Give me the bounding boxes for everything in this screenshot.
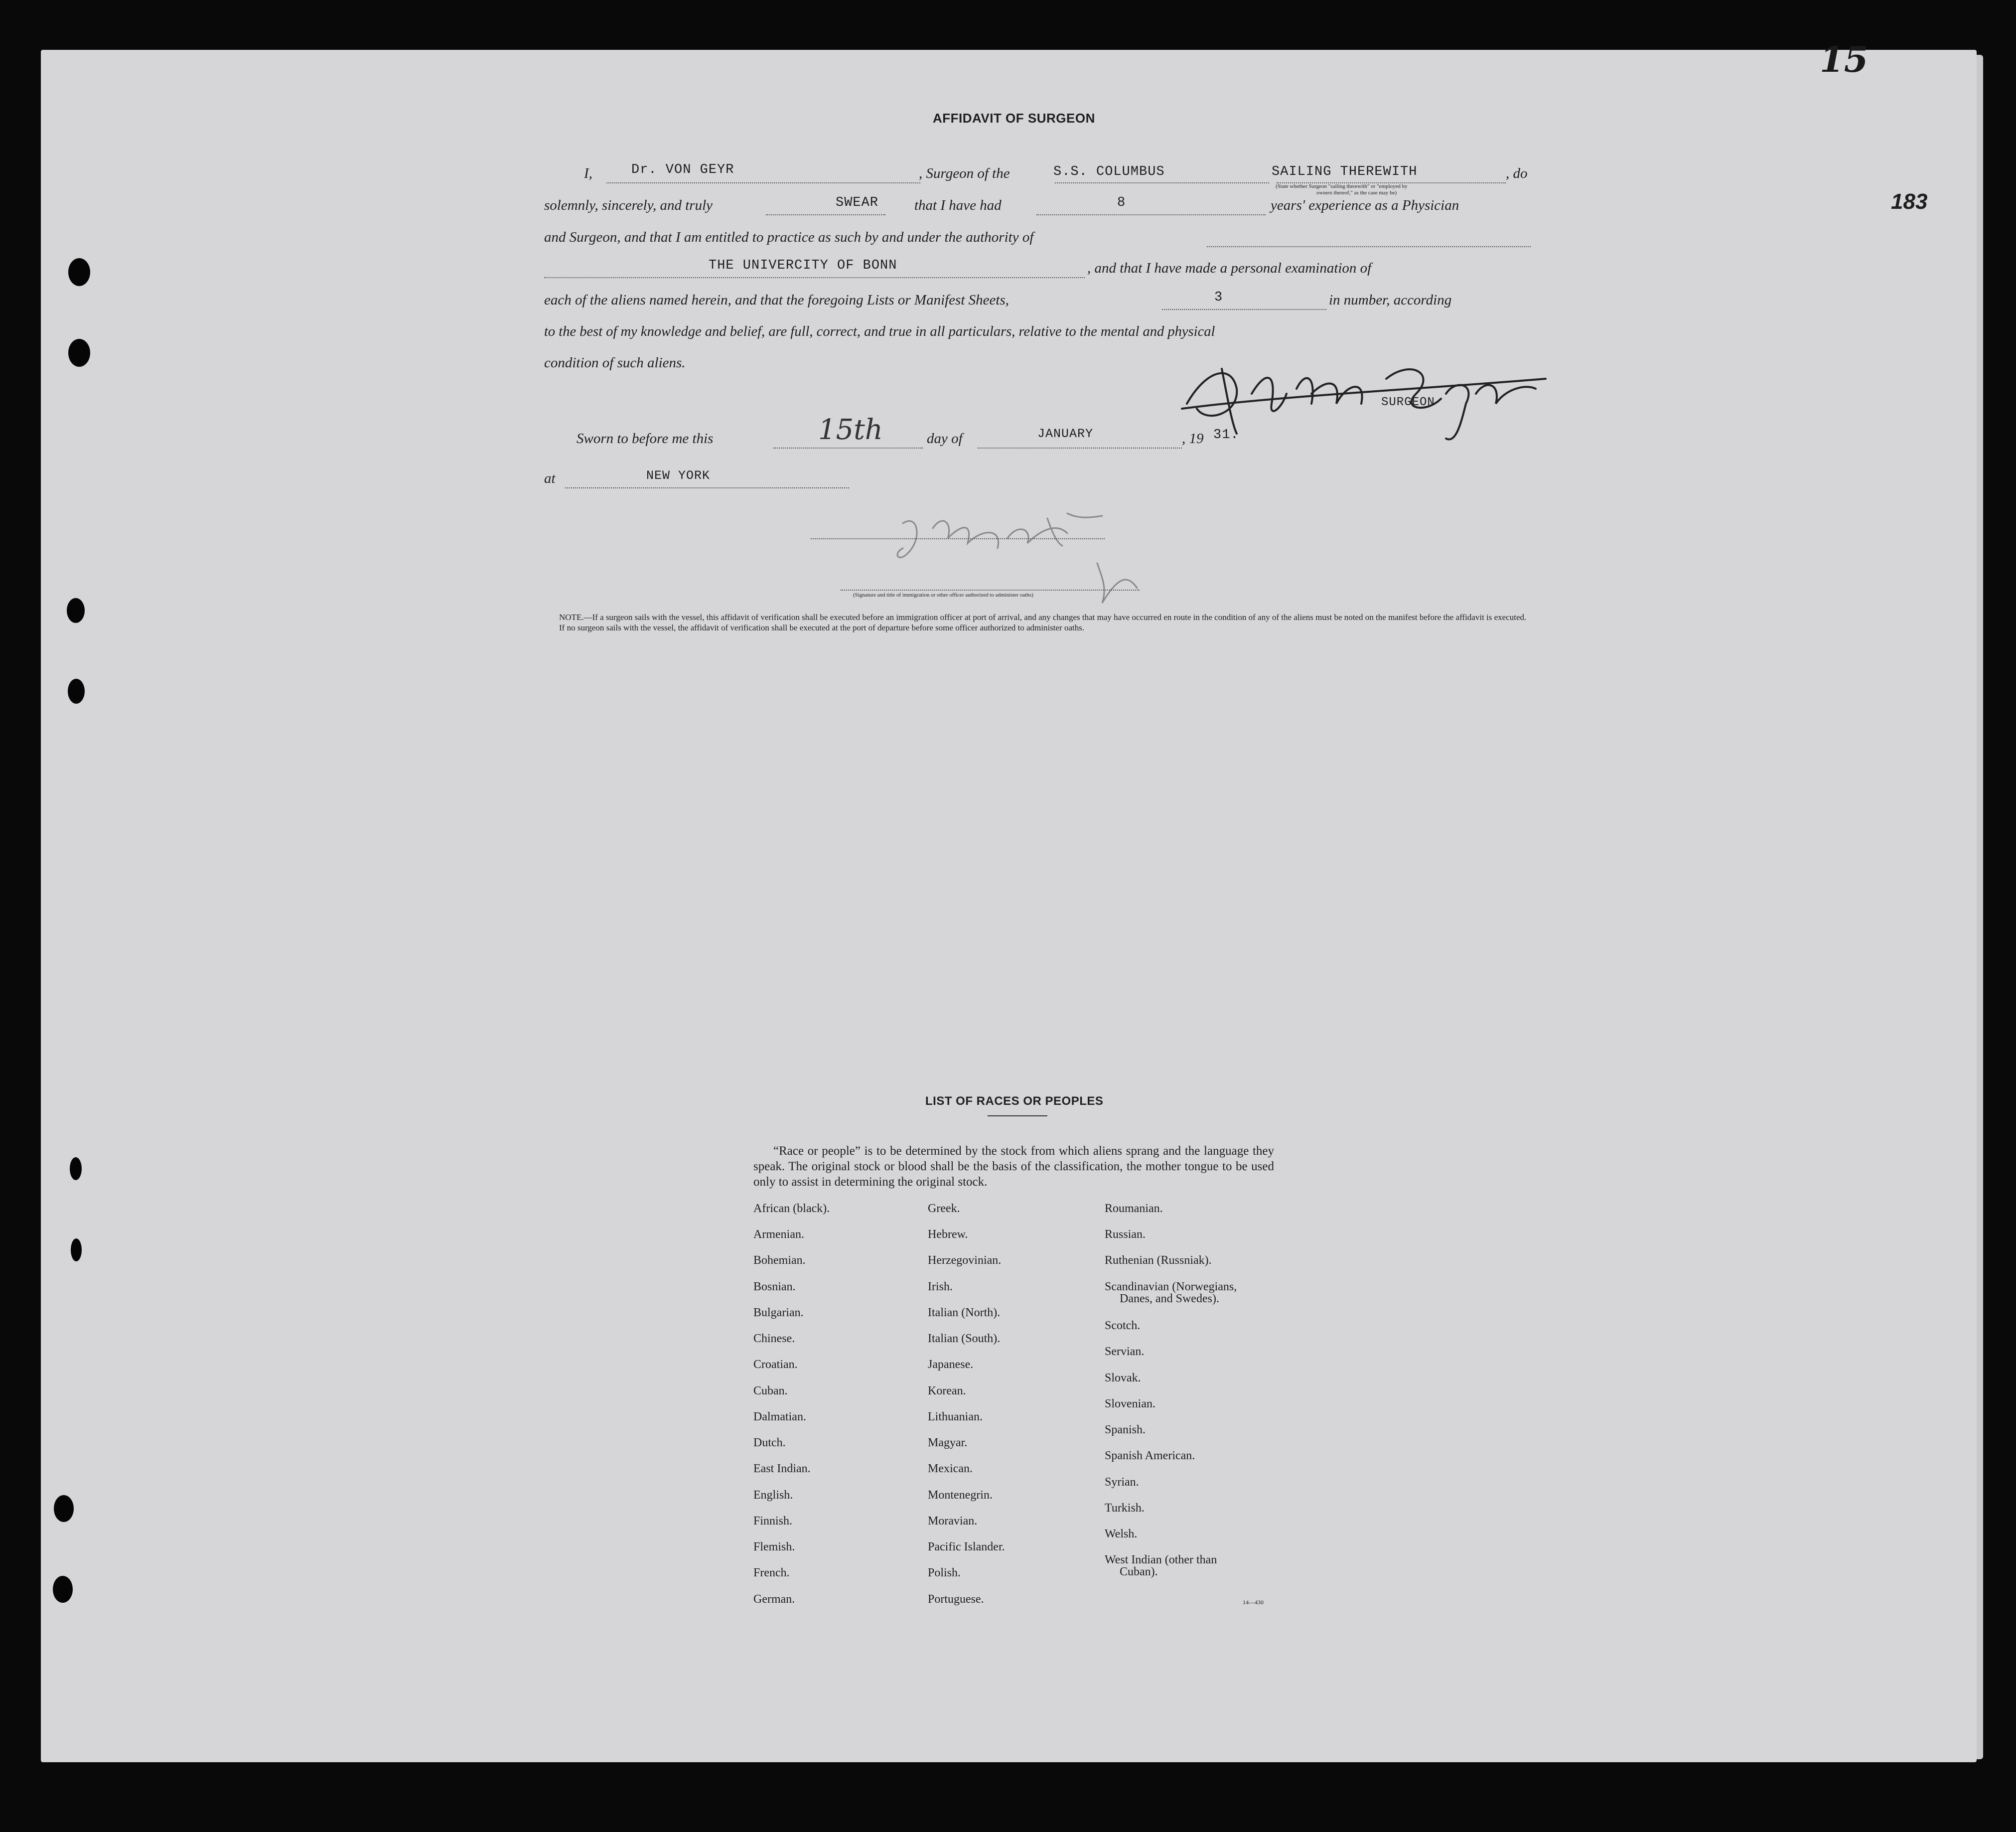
oath-word: SWEAR — [836, 195, 879, 210]
punch-hole — [53, 1576, 73, 1603]
blank-line — [1055, 182, 1269, 183]
race-item: Welsh. — [1105, 1527, 1138, 1540]
race-item: Montenegrin. — [928, 1489, 993, 1502]
blank-line — [773, 448, 923, 449]
race-item: Hebrew. — [928, 1228, 968, 1241]
text-and-that: , and that I have made a personal examination of — [1087, 260, 1372, 276]
note-2: If no surgeon sails with the vessel, the affidavit of verification shall be executed at the port of departure before some officer authorized to administer oaths. — [559, 623, 1085, 632]
race-item: Armenian. — [753, 1228, 804, 1241]
sworn-day: 15th — [818, 414, 883, 446]
text-years-exp: years' experience as a Physician — [1271, 197, 1459, 213]
text-condition: condition of such aliens. — [544, 355, 686, 371]
text-at: at — [544, 470, 556, 486]
race-item: Japanese. — [928, 1358, 974, 1371]
races-column-2 — [928, 1202, 1092, 1676]
race-item: East Indian. — [753, 1462, 811, 1475]
race-item: Russian. — [1105, 1228, 1146, 1241]
sworn-place: NEW YORK — [646, 468, 711, 483]
blank-line — [606, 182, 920, 183]
race-item: Ruthenian (Russniak). — [1105, 1254, 1212, 1267]
race-item: Slovak. — [1105, 1372, 1141, 1384]
race-item: Lithuanian. — [928, 1410, 983, 1423]
races-title: LIST OF RACES OR PEOPLES — [925, 1094, 1104, 1108]
blank-line — [978, 448, 1182, 449]
blank-line — [1162, 309, 1326, 310]
text-day-of: day of — [927, 431, 963, 447]
punch-hole — [67, 598, 85, 623]
signature-line — [811, 538, 1105, 539]
races-intro: “Race or people” is to be determined by the stock from which aliens sprang and the language they speak. The original stock or blood shall be the basis of the classification, the mother tongue to be used only to assist in determining the original stock. — [753, 1144, 1274, 1189]
text-year-prefix: , 19 — [1182, 431, 1204, 447]
text-surgeon-of: , Surgeon of the — [919, 165, 1010, 181]
race-item: Mexican. — [928, 1462, 973, 1475]
race-item: African (black). — [753, 1202, 830, 1215]
years-experience: 8 — [1117, 195, 1126, 210]
status-note: owners thereof," as the case may be) — [1316, 190, 1397, 196]
form-number: 14—430 — [1243, 1599, 1264, 1606]
authority: THE UNIVERCITY OF BONN — [709, 258, 897, 273]
page-number: 183 — [1891, 189, 1928, 214]
blank-line — [766, 214, 885, 215]
title-rule — [988, 1115, 1047, 1116]
sworn-month: JANUARY — [1037, 427, 1094, 441]
signature-label: SURGEON — [1381, 396, 1435, 409]
race-item: Korean. — [928, 1384, 966, 1397]
race-item: Dutch. — [753, 1436, 786, 1449]
sheet-count: 3 — [1214, 290, 1223, 305]
text-that-had: that I have had — [914, 197, 1002, 213]
ship-name: S.S. COLUMBUS — [1053, 164, 1165, 179]
race-item: Magyar. — [928, 1436, 968, 1449]
race-item: Bohemian. — [753, 1254, 806, 1267]
affidavit-title: AFFIDAVIT OF SURGEON — [933, 111, 1095, 126]
race-item: Italian (North). — [928, 1306, 1001, 1319]
race-item: West Indian (other than — [1105, 1553, 1217, 1566]
race-item: Spanish American. — [1105, 1449, 1195, 1462]
race-item: Polish. — [928, 1566, 961, 1579]
race-item: Dalmatian. — [753, 1410, 806, 1423]
text-in-number: in number, according — [1329, 292, 1452, 308]
text-and-surgeon: and Surgeon, and that I am entitled to practice as such by and under the authority of — [544, 229, 1034, 245]
race-item: Roumanian. — [1105, 1202, 1163, 1215]
race-item: Danes, and Swedes). — [1120, 1292, 1219, 1305]
race-item: Moravian. — [928, 1515, 978, 1527]
race-item: Portuguese. — [928, 1593, 984, 1606]
race-item: Slovenian. — [1105, 1397, 1155, 1410]
text-sworn: Sworn to before me this — [576, 431, 714, 447]
race-item: Irish. — [928, 1280, 953, 1293]
race-item: Italian (South). — [928, 1332, 1001, 1345]
punch-hole — [54, 1495, 74, 1522]
text-best: to the best of my knowledge and belief, are full, correct, and true in all particulars, relative to the mental and physical — [544, 324, 1215, 339]
signature-line — [841, 590, 1140, 591]
race-item: Bulgarian. — [753, 1306, 804, 1319]
race-item: French. — [753, 1566, 790, 1579]
note-1: NOTE.—If a surgeon sails with the vessel, this affidavit of verification shall be executed before an immigration officer at port of arrival, and any changes that may have occurred en route in the condition of any of the aliens must be noted on the manifest before the affidavit is executed. — [559, 612, 1527, 622]
race-item: Syrian. — [1105, 1476, 1139, 1489]
races-column-3 — [1105, 1202, 1294, 1676]
text-solemnly: solemnly, sincerely, and truly — [544, 197, 713, 213]
race-item: Bosnian. — [753, 1280, 796, 1293]
race-item: Pacific Islander. — [928, 1540, 1005, 1553]
text-i: I, — [584, 165, 592, 181]
race-item: Flemish. — [753, 1540, 795, 1553]
surgeon-status: SAILING THEREWITH — [1272, 164, 1418, 179]
corner-mark: 15 — [1820, 39, 1869, 80]
blank-line — [1036, 214, 1266, 215]
document-page — [41, 39, 1977, 1762]
sworn-year: 31. — [1213, 428, 1239, 443]
punch-hole — [68, 339, 90, 367]
race-item: Greek. — [928, 1202, 960, 1215]
punch-hole — [71, 1238, 82, 1261]
race-item: Scandinavian (Norwegians, — [1105, 1280, 1237, 1293]
races-column-1 — [753, 1202, 918, 1676]
race-item: Croatian. — [753, 1358, 798, 1371]
officer-signature — [888, 503, 1167, 623]
punch-hole — [68, 258, 90, 286]
race-item: German. — [753, 1593, 795, 1606]
blank-line — [544, 277, 1085, 278]
race-item: Chinese. — [753, 1332, 795, 1345]
punch-hole — [68, 679, 85, 704]
surgeon-name: Dr. VON GEYR — [631, 162, 734, 177]
race-item: Cuban). — [1120, 1565, 1158, 1578]
blank-line — [1207, 246, 1531, 247]
status-note: (State whether Surgeon "sailing therewith" or "employed by — [1276, 183, 1408, 189]
race-item: Cuban. — [753, 1384, 788, 1397]
race-item: Finnish. — [753, 1515, 793, 1527]
text-do: , do — [1506, 165, 1528, 181]
race-item: Scotch. — [1105, 1319, 1141, 1332]
race-item: Servian. — [1105, 1345, 1145, 1358]
race-item: Turkish. — [1105, 1502, 1145, 1515]
officer-caption: (Signature and title of immigration or other officer authorized to administer oaths) — [853, 592, 1033, 598]
race-item: English. — [753, 1489, 793, 1502]
note-paragraph — [544, 612, 1533, 633]
punch-hole — [70, 1157, 82, 1180]
race-item: Spanish. — [1105, 1423, 1146, 1436]
race-item: Herzegovinian. — [928, 1254, 1002, 1267]
blank-line — [565, 487, 849, 488]
text-each: each of the aliens named herein, and that the foregoing Lists or Manifest Sheets, — [544, 292, 1009, 308]
